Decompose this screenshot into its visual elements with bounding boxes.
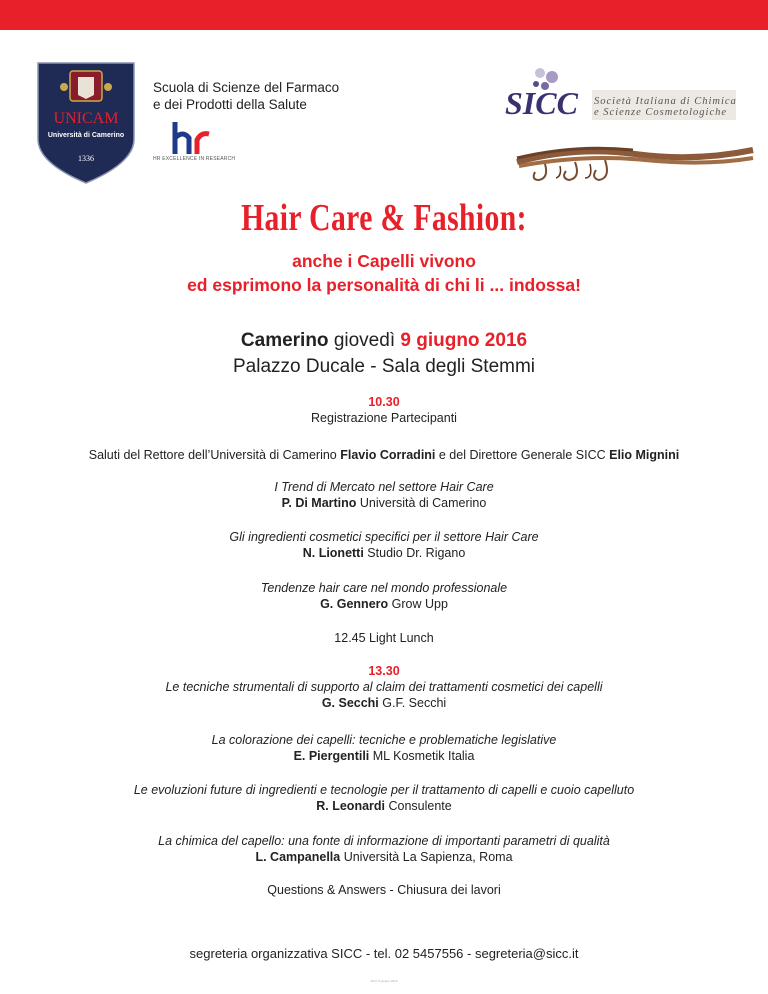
talk-topic: Le tecniche strumentali di supporto al claim dei trattamenti cosmetici dei capelli: [165, 680, 603, 694]
program-registration: [0, 394, 768, 426]
event-subtitle: [0, 249, 768, 297]
talk-2: [0, 529, 768, 561]
unicam-name: UNICAM: [53, 110, 119, 127]
talk-topic: La colorazione dei capelli: tecniche e problematiche legislative: [211, 733, 557, 747]
talk-4: [0, 663, 768, 711]
talk-topic: Le evoluzioni future di ingredienti e tecnologie per il trattamento di capelli e cuoio capelluto: [133, 783, 635, 797]
unicam-year: 1336: [78, 154, 94, 163]
top-red-bar: [0, 0, 768, 30]
rector-name: Flavio Corradini: [340, 448, 436, 462]
sicc-name-line-2: e Scienze Cosmetologiche: [594, 107, 728, 118]
talk-affiliation: Università La Sapienza, Roma: [340, 850, 513, 864]
greetings-text: Saluti del Rettore dell’Università di Camerino: [88, 448, 341, 462]
talk-topic: La chimica del capello: una fonte di informazione di importanti parametri di qualità: [158, 834, 610, 848]
greetings-mid: e del Direttore Generale SICC: [435, 448, 610, 462]
school-line-2: e dei Prodotti della Salute: [153, 97, 307, 112]
school-name: [153, 79, 339, 113]
hair-lock-image: [515, 128, 755, 198]
talk-affiliation: Studio Dr. Rigano: [363, 546, 466, 560]
talk-speaker: N. Lionetti: [302, 546, 364, 560]
talk-speaker: G. Secchi: [321, 696, 379, 710]
talk-3: [0, 580, 768, 612]
closing: Questions & Answers - Chiusura dei lavori: [267, 883, 501, 897]
talk-7: [0, 833, 768, 865]
talk-affiliation: Università di Camerino: [356, 496, 487, 510]
school-line-1: Scuola di Scienze del Farmaco: [153, 80, 340, 95]
talk-speaker: R. Leonardi: [316, 799, 386, 813]
time-1030: 10.30: [368, 395, 400, 409]
talk-topic: Tendenze hair care nel mondo professionale: [260, 581, 508, 595]
unicam-sub: Università di Camerino: [47, 132, 125, 139]
talk-speaker: G. Gennero: [320, 597, 389, 611]
event-city: Camerino: [240, 330, 329, 351]
event-title: Hair Care & Fashion:: [241, 197, 527, 239]
talk-topic: I Trend di Mercato nel settore Hair Care: [274, 480, 494, 494]
talk-affiliation: ML Kosmetik Italia: [369, 749, 475, 763]
tiny-print: SICC 9 giugno 2016: [370, 979, 398, 983]
talk-5: [0, 732, 768, 764]
talk-affiliation: Consulente: [385, 799, 452, 813]
director-name: Elio Mignini: [609, 448, 680, 462]
footer-contact: segreteria organizzativa SICC - tel. 02 5457556 - segreteria@sicc.it: [189, 946, 579, 961]
talk-1: [0, 479, 768, 511]
lunch: 12.45 Light Lunch: [334, 631, 434, 645]
unicam-logo: [34, 61, 138, 185]
event-venue: Palazzo Ducale - Sala degli Stemmi: [232, 356, 536, 377]
event-date: [0, 330, 768, 352]
subtitle-line-1: anche i Capelli vivono: [292, 251, 476, 271]
event-day: 9 giugno 2016: [400, 330, 528, 351]
sicc-mark: SICC: [505, 85, 578, 120]
program-greetings: [0, 447, 768, 463]
talk-speaker: P. Di Martino: [281, 496, 357, 510]
sicc-full-name: [594, 96, 737, 118]
subtitle-line-2: ed esprimono la personalità di chi li ... indossa!: [187, 275, 581, 295]
talk-affiliation: G.F. Secchi: [378, 696, 447, 710]
talk-speaker: E. Piergentili: [293, 749, 370, 763]
talk-affiliation: Grow Upp: [388, 597, 448, 611]
hr-excellence-text: HR EXCELLENCE IN RESEARCH: [153, 156, 236, 162]
time-1330: 13.30: [368, 664, 400, 678]
sicc-name-line-1: Società Italiana di Chimica: [594, 96, 737, 107]
talk-speaker: L. Campanella: [255, 850, 341, 864]
event-weekday: giovedì: [328, 330, 401, 351]
talk-topic: Gli ingredienti cosmetici specifici per il settore Hair Care: [229, 530, 539, 544]
talk-6: [0, 782, 768, 814]
registration-text: Registrazione Partecipanti: [311, 411, 457, 425]
